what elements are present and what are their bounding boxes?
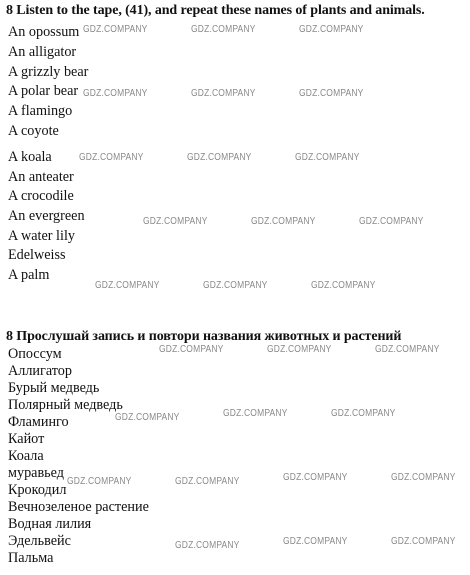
watermark: GDZ.COMPANY [331,408,396,419]
russian-item-palm: Пальма [8,550,54,566]
watermark: GDZ.COMPANY [187,152,252,163]
english-item-koala: A koala [8,149,52,165]
english-item-crocodile: A crocodile [8,188,74,204]
russian-item-crocodile: Крокодил [8,482,67,498]
watermark: GDZ.COMPANY [175,476,240,487]
watermark: GDZ.COMPANY [115,412,180,423]
english-item-alligator: An alligator [8,44,77,60]
watermark: GDZ.COMPANY [95,280,160,291]
russian-item-water-lily: Водная лилия [8,516,92,532]
english-item-edelweiss: Edelweiss [8,247,66,263]
watermark: GDZ.COMPANY [83,88,148,99]
watermark: GDZ.COMPANY [191,88,256,99]
russian-heading: 8 Прослушай запись и повтори названия животных и растений [6,329,402,344]
watermark: GDZ.COMPANY [391,472,456,483]
russian-item-koala: Коала [8,448,44,464]
watermark: GDZ.COMPANY [143,216,208,227]
russian-item-opossum: Опоссум [8,346,62,362]
watermark: GDZ.COMPANY [191,24,256,35]
russian-item-anteater: муравьед [8,465,64,481]
russian-item-evergreen: Вечнозеленое растение [8,499,149,515]
english-item-palm: A palm [8,267,50,283]
english-item-evergreen: An evergreen [8,208,85,224]
watermark: GDZ.COMPANY [375,344,440,355]
watermark: GDZ.COMPANY [267,344,332,355]
english-item-polar-bear: A polar bear [8,83,79,99]
watermark: GDZ.COMPANY [159,344,224,355]
watermark: GDZ.COMPANY [295,152,360,163]
russian-item-edelweiss: Эдельвейс [8,533,71,549]
english-item-coyote: A coyote [8,123,59,139]
watermark: GDZ.COMPANY [175,540,240,551]
watermark: GDZ.COMPANY [299,24,364,35]
watermark: GDZ.COMPANY [283,472,348,483]
watermark: GDZ.COMPANY [391,536,456,547]
watermark: GDZ.COMPANY [299,88,364,99]
english-item-anteater: An anteater [8,169,74,185]
russian-item-flamingo: Фламинго [8,414,69,430]
english-item-opossum: An opossum [8,24,80,40]
english-heading: 8 Listen to the tape, (41), and repeat these names of plants and animals. [6,3,425,18]
watermark: GDZ.COMPANY [359,216,424,227]
watermark: GDZ.COMPANY [311,280,376,291]
watermark: GDZ.COMPANY [67,476,132,487]
english-item-flamingo: A flamingo [8,103,73,119]
watermark: GDZ.COMPANY [251,216,316,227]
watermark: GDZ.COMPANY [79,152,144,163]
watermark: GDZ.COMPANY [223,408,288,419]
english-item-grizzly-bear: A grizzly bear [8,64,89,80]
watermark: GDZ.COMPANY [203,280,268,291]
watermark: GDZ.COMPANY [283,536,348,547]
english-item-water-lily: A water lily [8,228,75,244]
russian-item-alligator: Аллигатор [8,363,72,379]
russian-item-polar-bear: Полярный медведь [8,397,123,413]
russian-item-brown-bear: Бурый медведь [8,380,100,396]
watermark: GDZ.COMPANY [83,24,148,35]
russian-item-coyote: Кайот [8,431,45,447]
